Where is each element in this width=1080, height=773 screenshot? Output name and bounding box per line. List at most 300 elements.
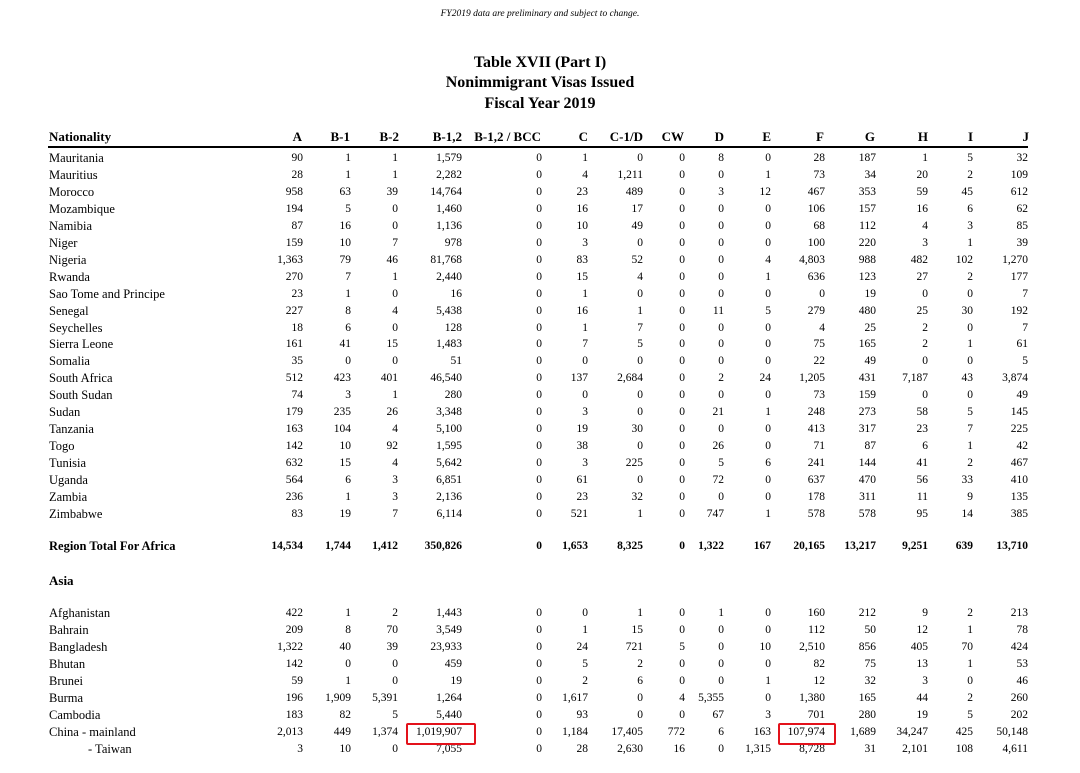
value-cell: 0 [679, 708, 685, 721]
value-cell: 0 [765, 219, 771, 232]
value-cell: 480 [858, 304, 876, 317]
column-header-e: E [762, 129, 771, 144]
value-cell: 5 [718, 457, 724, 470]
value-cell: 1,460 [436, 202, 462, 215]
value-cell: 10 [339, 440, 351, 453]
column-header-b-1-2: B-1,2 [432, 129, 462, 144]
value-cell: 16 [339, 219, 351, 232]
value-cell: 12 [813, 674, 825, 687]
region-total-row [0, 538, 1080, 555]
value-cell: 163 [285, 423, 303, 436]
value-cell: 0 [679, 152, 685, 164]
value-cell: 612 [1010, 185, 1028, 198]
value-cell: 413 [807, 423, 825, 436]
value-cell: 0 [718, 640, 724, 653]
value-cell: 431 [858, 372, 876, 385]
value-cell: 2,440 [436, 270, 462, 283]
value-cell: 260 [1010, 691, 1028, 704]
value-cell: 0 [679, 423, 685, 436]
table-row [0, 741, 1080, 758]
value-cell: 3 [582, 457, 588, 470]
fiscal-year-title: Fiscal Year 2019 [484, 95, 596, 112]
value-cell: 0 [967, 321, 973, 334]
value-cell: 31 [864, 742, 876, 755]
value-cell: 70 [961, 640, 973, 653]
value-cell: 0 [536, 457, 542, 470]
value-cell: 0 [679, 253, 685, 266]
value-cell: 0 [536, 321, 542, 334]
value-cell: 410 [1010, 474, 1028, 487]
value-cell: 0 [536, 674, 542, 687]
nationality-cell: Niger [49, 235, 78, 250]
value-cell: 0 [718, 389, 724, 402]
nationality-cell: Mauritania [49, 151, 104, 165]
value-cell: 0 [679, 406, 685, 419]
value-cell: 1,363 [277, 253, 303, 266]
value-cell: 14,764 [430, 185, 462, 198]
value-cell: 8 [345, 623, 351, 636]
table-row [0, 320, 1080, 337]
value-cell: 280 [858, 708, 876, 721]
value-cell: 1,184 [562, 725, 588, 738]
value-cell: 92 [386, 440, 398, 453]
value-cell: 33 [961, 474, 973, 487]
value-cell: 0 [718, 423, 724, 436]
value-cell: 49 [1016, 389, 1028, 402]
table-row [0, 184, 1080, 201]
value-cell: 44 [916, 691, 928, 704]
value-cell: 1 [392, 152, 398, 164]
total-value-cell: 8,325 [617, 540, 643, 552]
value-cell: 38 [576, 440, 588, 453]
value-cell: 2 [718, 372, 724, 385]
total-value-cell: 167 [753, 540, 771, 552]
value-cell: 0 [679, 389, 685, 402]
table-row [0, 639, 1080, 656]
value-cell: 0 [765, 607, 771, 619]
value-cell: 0 [637, 355, 643, 368]
value-cell: 49 [864, 355, 876, 368]
value-cell: 0 [765, 355, 771, 368]
value-cell: 0 [765, 491, 771, 503]
value-cell: 632 [285, 457, 303, 470]
value-cell: 578 [858, 507, 876, 520]
value-cell: 3 [582, 236, 588, 249]
value-cell: 0 [718, 355, 724, 368]
value-cell: 0 [637, 406, 643, 419]
value-cell: 83 [291, 507, 303, 520]
value-cell: 4 [392, 304, 398, 317]
value-cell: 0 [536, 168, 542, 181]
value-cell: 0 [922, 287, 928, 300]
value-cell: 0 [718, 674, 724, 687]
value-cell: 19 [339, 507, 351, 520]
value-cell: 75 [864, 657, 876, 670]
value-cell: 1,019,907 [416, 725, 462, 738]
value-cell: 280 [444, 389, 462, 402]
nationality-cell: China - mainland [49, 724, 136, 739]
value-cell: 0 [679, 457, 685, 470]
total-value-cell: 350,826 [424, 540, 462, 552]
value-cell: 1,579 [436, 152, 462, 164]
table-row [0, 489, 1080, 506]
value-cell: 0 [765, 152, 771, 164]
value-cell: 7 [967, 423, 973, 436]
value-cell: 0 [679, 657, 685, 670]
value-cell: 236 [285, 491, 303, 503]
nationality-cell: Cambodia [49, 707, 101, 722]
value-cell: 449 [333, 725, 351, 738]
nationality-cell: Brunei [49, 673, 84, 688]
value-cell: 72 [712, 474, 724, 487]
value-cell: 3 [297, 742, 303, 755]
value-cell: 0 [765, 287, 771, 300]
value-cell: 1,689 [850, 725, 876, 738]
value-cell: 7 [1022, 321, 1028, 334]
value-cell: 747 [706, 507, 724, 520]
value-cell: 87 [291, 219, 303, 232]
table-row [0, 370, 1080, 387]
value-cell: 1 [582, 287, 588, 300]
table-row [0, 252, 1080, 269]
value-cell: 1 [765, 507, 771, 520]
column-header-i: I [967, 129, 973, 144]
value-cell: 4 [392, 423, 398, 436]
value-cell: 19 [576, 423, 588, 436]
value-cell: 2,510 [799, 640, 825, 653]
value-cell: 521 [570, 507, 588, 520]
value-cell: 0 [392, 742, 398, 755]
table-row [0, 353, 1080, 370]
value-cell: 23 [916, 423, 928, 436]
nationality-cell: Namibia [49, 218, 93, 233]
nationality-cell: Bangladesh [49, 639, 108, 654]
value-cell: 67 [712, 708, 724, 721]
value-cell: 41 [916, 457, 928, 470]
table-row [0, 707, 1080, 724]
value-cell: 422 [285, 607, 303, 619]
value-cell: 0 [718, 168, 724, 181]
value-cell: 2,630 [617, 742, 643, 755]
value-cell: 15 [631, 623, 643, 636]
value-cell: 3 [765, 708, 771, 721]
column-header-b-1: B-1 [330, 129, 350, 144]
total-value-cell: 13,710 [996, 540, 1028, 552]
value-cell: 423 [333, 372, 351, 385]
value-cell: 12 [759, 185, 771, 198]
value-cell: 17 [631, 202, 643, 215]
value-cell: 0 [765, 623, 771, 636]
value-cell: 135 [1010, 491, 1028, 503]
value-cell: 194 [285, 202, 303, 215]
value-cell: 235 [333, 406, 351, 419]
value-cell: 1 [922, 152, 928, 164]
value-cell: 32 [864, 674, 876, 687]
nationality-cell: Tanzania [49, 422, 94, 437]
value-cell: 1 [582, 152, 588, 164]
value-cell: 0 [679, 202, 685, 215]
value-cell: 248 [807, 406, 825, 419]
value-cell: 1,374 [372, 725, 398, 738]
value-cell: 1 [345, 674, 351, 687]
value-cell: 425 [955, 725, 973, 738]
value-cell: 0 [718, 742, 724, 755]
value-cell: 7,055 [436, 742, 462, 755]
value-cell: 0 [536, 725, 542, 738]
value-cell: 79 [339, 253, 351, 266]
table-row [0, 387, 1080, 404]
value-cell: 52 [631, 253, 643, 266]
value-cell: 19 [916, 708, 928, 721]
value-cell: 0 [637, 287, 643, 300]
value-cell: 0 [637, 691, 643, 704]
value-cell: 19 [450, 674, 462, 687]
value-cell: 1 [637, 607, 643, 619]
value-cell: 2,136 [436, 491, 462, 503]
value-cell: 1,909 [325, 691, 351, 704]
value-cell: 3 [718, 185, 724, 198]
value-cell: 958 [285, 185, 303, 198]
value-cell: 202 [1010, 708, 1028, 721]
value-cell: 2,684 [617, 372, 643, 385]
column-header-a: A [292, 129, 302, 144]
nationality-cell: Mauritius [49, 167, 98, 182]
value-cell: 61 [576, 474, 588, 487]
value-cell: 0 [718, 202, 724, 215]
value-cell: 7 [1022, 287, 1028, 300]
value-cell: 8 [345, 304, 351, 317]
value-cell: 0 [679, 321, 685, 334]
value-cell: 6 [765, 457, 771, 470]
value-cell: 311 [859, 491, 876, 503]
value-cell: 0 [536, 691, 542, 704]
header-rule [48, 146, 1028, 148]
value-cell: 0 [536, 152, 542, 164]
value-cell: 0 [536, 202, 542, 215]
value-cell: 8,728 [799, 742, 825, 755]
total-value-cell: 1,322 [698, 540, 724, 552]
value-cell: 0 [679, 607, 685, 619]
nationality-cell: Seychelles [49, 320, 103, 335]
value-cell: 2 [922, 321, 928, 334]
value-cell: 159 [285, 236, 303, 249]
value-cell: 6 [718, 725, 724, 738]
value-cell: 0 [765, 389, 771, 402]
nationality-cell: Sao Tome and Principe [49, 286, 165, 301]
value-cell: 46 [386, 253, 398, 266]
value-cell: 161 [285, 338, 303, 351]
value-cell: 2,013 [277, 725, 303, 738]
value-cell: 1 [637, 304, 643, 317]
value-cell: 213 [1010, 607, 1028, 619]
value-cell: 0 [582, 389, 588, 402]
value-cell: 7,187 [902, 372, 928, 385]
total-value-cell: 13,217 [844, 540, 876, 552]
value-cell: 0 [679, 491, 685, 503]
value-cell: 5,355 [698, 691, 724, 704]
nationality-cell: Morocco [49, 184, 95, 199]
value-cell: 123 [858, 270, 876, 283]
value-cell: 1,211 [617, 168, 643, 181]
value-cell: 107,974 [787, 725, 825, 738]
value-cell: 0 [536, 287, 542, 300]
value-cell: 1,483 [436, 338, 462, 351]
value-cell: 1,264 [436, 691, 462, 704]
value-cell: 73 [813, 168, 825, 181]
table-row [0, 472, 1080, 489]
value-cell: 24 [576, 640, 588, 653]
value-cell: 0 [679, 474, 685, 487]
nationality-cell: Uganda [49, 473, 88, 488]
value-cell: 0 [718, 270, 724, 283]
value-cell: 112 [859, 219, 876, 232]
value-cell: 0 [345, 355, 351, 368]
value-cell: 32 [631, 491, 643, 503]
value-cell: 45 [961, 185, 973, 198]
value-cell: 2 [967, 270, 973, 283]
value-cell: 73 [813, 389, 825, 402]
value-cell: 58 [916, 406, 928, 419]
value-cell: 75 [813, 338, 825, 351]
value-cell: 0 [637, 152, 643, 164]
value-cell: 3,549 [436, 623, 462, 636]
value-cell: 0 [679, 219, 685, 232]
total-value-cell: 0 [536, 540, 542, 552]
value-cell: 6 [967, 202, 973, 215]
value-cell: 0 [392, 657, 398, 670]
nationality-cell: Nigeria [49, 252, 87, 267]
value-cell: 2 [967, 691, 973, 704]
value-cell: 81,768 [430, 253, 462, 266]
value-cell: 0 [392, 287, 398, 300]
total-value-cell: 0 [679, 540, 685, 552]
value-cell: 112 [808, 623, 825, 636]
nationality-cell: - Taiwan [88, 741, 132, 756]
value-cell: 209 [285, 623, 303, 636]
value-cell: 0 [679, 338, 685, 351]
nationality-cell: Bahrain [49, 622, 89, 637]
value-cell: 163 [753, 725, 771, 738]
value-cell: 177 [1010, 270, 1028, 283]
value-cell: 14 [961, 507, 973, 520]
value-cell: 6 [345, 321, 351, 334]
value-cell: 0 [718, 657, 724, 670]
nationality-cell: Togo [49, 439, 75, 454]
table-subtitle: Nonimmigrant Visas Issued [445, 74, 635, 91]
value-cell: 1,322 [277, 640, 303, 653]
value-cell: 90 [291, 152, 303, 164]
value-cell: 405 [910, 640, 928, 653]
value-cell: 0 [679, 674, 685, 687]
column-header-f: F [816, 129, 824, 144]
value-cell: 16 [916, 202, 928, 215]
value-cell: 385 [1010, 507, 1028, 520]
table-row [0, 167, 1080, 184]
value-cell: 95 [916, 507, 928, 520]
value-cell: 30 [631, 423, 643, 436]
value-cell: 39 [1016, 236, 1028, 249]
value-cell: 0 [922, 355, 928, 368]
value-cell: 0 [637, 708, 643, 721]
value-cell: 15 [339, 457, 351, 470]
preliminary-note: FY2019 data are preliminary and subject to change. [440, 9, 640, 19]
value-cell: 470 [858, 474, 876, 487]
value-cell: 3 [922, 674, 928, 687]
value-cell: 0 [536, 491, 542, 503]
nationality-cell: Tunisia [49, 456, 87, 471]
value-cell: 109 [1010, 168, 1028, 181]
column-header-c: C [578, 129, 588, 144]
value-cell: 424 [1010, 640, 1028, 653]
value-cell: 53 [1016, 657, 1028, 670]
value-cell: 22 [813, 355, 825, 368]
value-cell: 15 [576, 270, 588, 283]
value-cell: 10 [339, 742, 351, 755]
value-cell: 56 [916, 474, 928, 487]
table-row [0, 622, 1080, 639]
value-cell: 637 [807, 474, 825, 487]
value-cell: 1 [392, 270, 398, 283]
table-row [0, 235, 1080, 252]
value-cell: 7 [392, 507, 398, 520]
value-cell: 5,100 [436, 423, 462, 436]
value-cell: 106 [807, 202, 825, 215]
value-cell: 4,611 [1002, 742, 1028, 755]
value-cell: 12 [916, 623, 928, 636]
column-header-j: J [1022, 129, 1029, 144]
value-cell: 32 [1016, 152, 1028, 164]
value-cell: 5 [392, 708, 398, 721]
value-cell: 5 [345, 202, 351, 215]
value-cell: 0 [765, 321, 771, 334]
value-cell: 34 [864, 168, 876, 181]
value-cell: 20 [916, 168, 928, 181]
value-cell: 0 [392, 674, 398, 687]
value-cell: 6,114 [436, 507, 462, 520]
value-cell: 0 [718, 491, 724, 503]
value-cell: 1 [392, 389, 398, 402]
value-cell: 93 [576, 708, 588, 721]
value-cell: 34,247 [896, 725, 928, 738]
value-cell: 30 [961, 304, 973, 317]
value-cell: 28 [813, 152, 825, 164]
value-cell: 196 [285, 691, 303, 704]
table-title: Table XVII (Part I) [473, 54, 607, 71]
value-cell: 721 [625, 640, 643, 653]
value-cell: 578 [807, 507, 825, 520]
value-cell: 23 [576, 185, 588, 198]
value-cell: 241 [807, 457, 825, 470]
total-value-cell: 1,744 [325, 540, 351, 552]
value-cell: 68 [813, 219, 825, 232]
value-cell: 2 [967, 607, 973, 619]
value-cell: 1 [765, 270, 771, 283]
value-cell: 7 [345, 270, 351, 283]
value-cell: 1 [967, 440, 973, 453]
value-cell: 39 [386, 640, 398, 653]
value-cell: 0 [536, 219, 542, 232]
value-cell: 0 [536, 640, 542, 653]
value-cell: 0 [718, 236, 724, 249]
value-cell: 0 [536, 338, 542, 351]
value-cell: 7 [392, 236, 398, 249]
value-cell: 8 [718, 152, 724, 164]
value-cell: 63 [339, 185, 351, 198]
value-cell: 0 [536, 389, 542, 402]
value-cell: 4 [392, 457, 398, 470]
value-cell: 6 [922, 440, 928, 453]
value-cell: 1 [637, 507, 643, 520]
